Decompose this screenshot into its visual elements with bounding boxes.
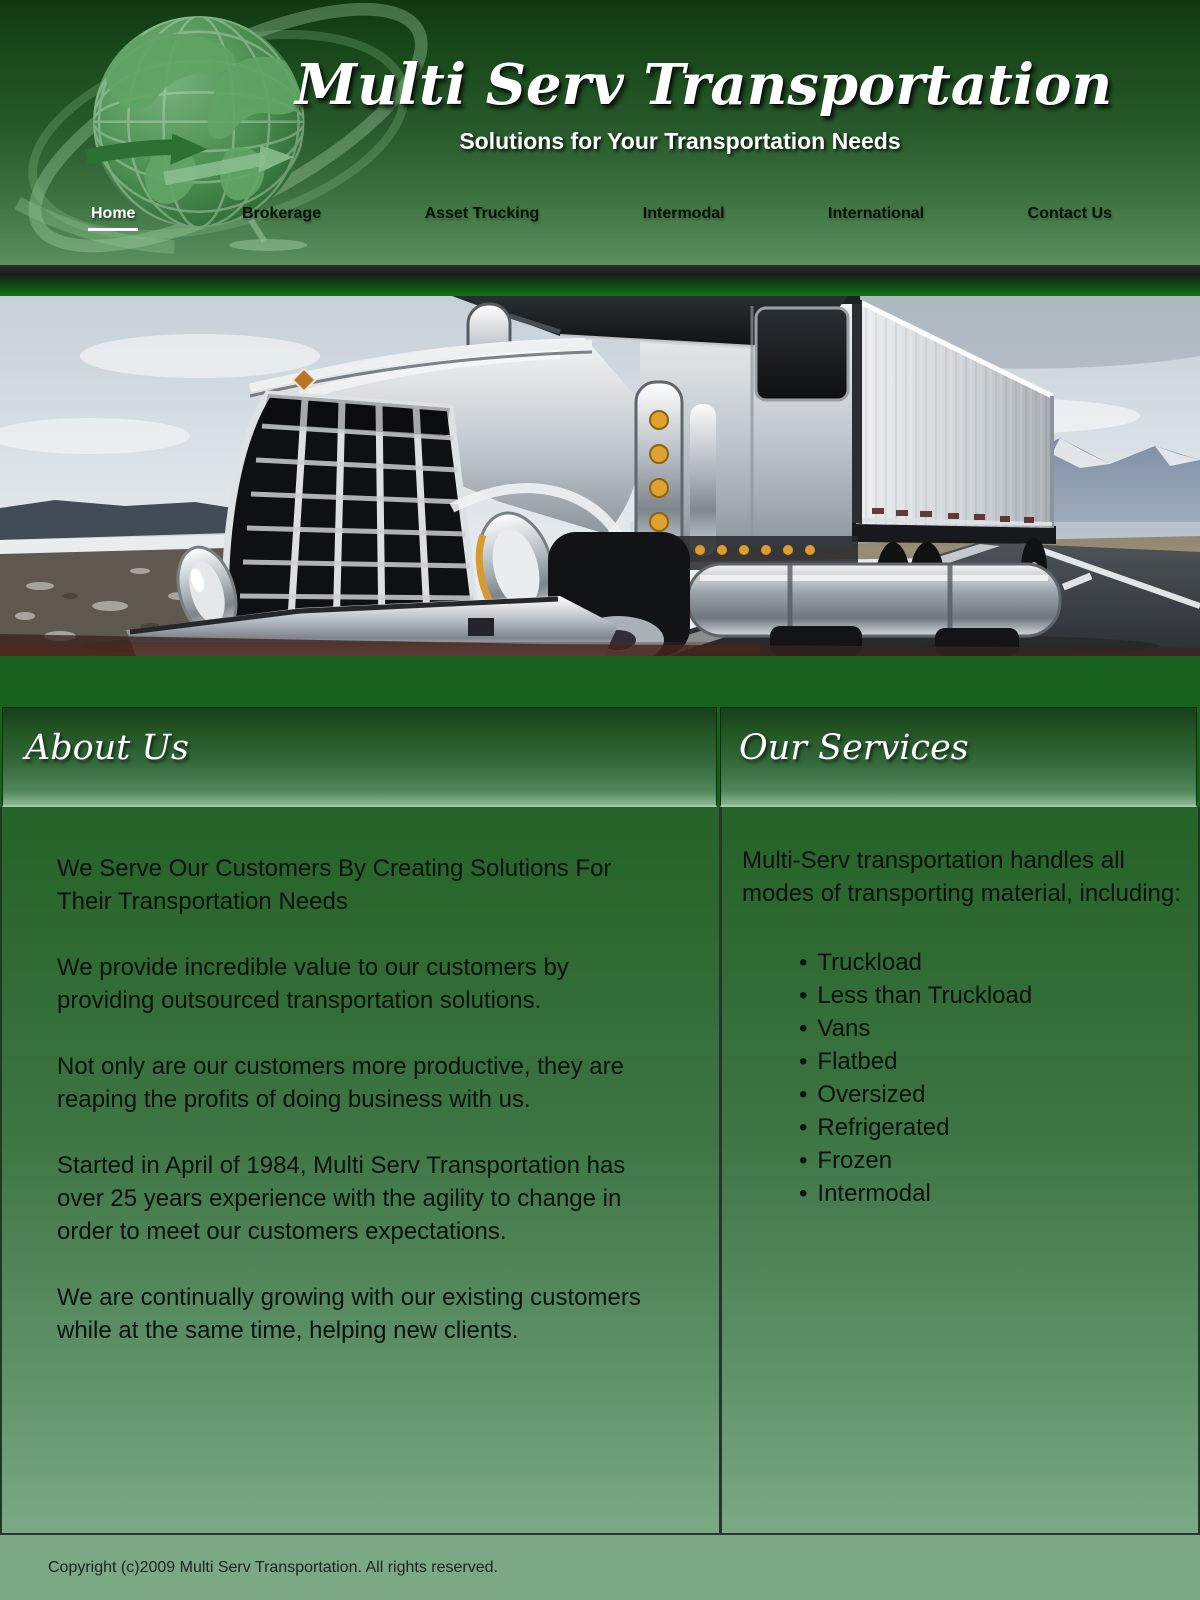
bullet-icon: • (799, 1114, 808, 1141)
bullet-icon: • (799, 949, 808, 976)
about-us-content (2, 807, 719, 1533)
nav-item-intermodal[interactable]: Intermodal (642, 205, 725, 222)
bullet-icon: • (799, 1147, 808, 1174)
our-services-content (722, 807, 1198, 1533)
hero-photo (0, 296, 1200, 656)
section-headers-row (0, 707, 1200, 807)
brand-block (295, 52, 1113, 155)
service-label: Vans (817, 1015, 871, 1042)
list-item (799, 946, 1182, 979)
site-title: Multi Serv Transportation (295, 52, 1113, 118)
bullet-icon: • (799, 982, 808, 1009)
list-item (799, 1012, 1182, 1045)
site-footer (0, 1533, 1200, 1600)
list-item (799, 1045, 1182, 1078)
nav-item-asset-trucking[interactable]: Asset Trucking (424, 205, 540, 222)
our-services-heading: Our Services (739, 728, 969, 768)
our-services-header-panel (720, 707, 1197, 807)
service-label: Flatbed (817, 1048, 898, 1075)
nav-item-home[interactable]: Home (88, 205, 138, 231)
service-label: Refrigerated (817, 1114, 950, 1141)
bullet-icon: • (799, 1015, 808, 1042)
bullet-icon: • (799, 1180, 808, 1207)
list-item (799, 1144, 1182, 1177)
header-divider-strip (0, 265, 1200, 296)
copyright-text: Copyright (c)2009 Multi Serv Transportation. All rights reserved. (48, 1558, 498, 1576)
truck-photo-illustration (0, 296, 1200, 656)
list-item (799, 1177, 1182, 1210)
nav-item-brokerage[interactable]: Brokerage (241, 205, 322, 222)
about-paragraph: We are continually growing with our existing customers while at the same time, helping new clients. (57, 1284, 641, 1344)
service-label: Intermodal (817, 1180, 931, 1207)
services-intro: Multi-Serv transportation handles all modes of transporting material, including: (742, 847, 1181, 907)
list-item (799, 1078, 1182, 1111)
main-nav (88, 205, 1112, 231)
about-paragraph: Started in April of 1984, Multi Serv Transportation has over 25 years experience with the agility to change in order to meet our customers expectations. (57, 1152, 626, 1245)
about-paragraph: We Serve Our Customers By Creating Solutions For Their Transportation Needs (57, 855, 612, 915)
nav-item-contact-us[interactable]: Contact Us (1027, 205, 1112, 222)
list-item (799, 1111, 1182, 1144)
about-paragraph: We provide incredible value to our customers by providing outsourced transportation solutions. (57, 954, 569, 1014)
service-label: Oversized (817, 1081, 926, 1108)
services-list (742, 946, 1182, 1210)
service-label: Less than Truckload (817, 982, 1033, 1009)
list-item (799, 979, 1182, 1012)
bullet-icon: • (799, 1048, 808, 1075)
about-paragraph: Not only are our customers more productive, they are reaping the profits of doing business with us. (57, 1053, 624, 1113)
content-area (0, 807, 1200, 1533)
nav-item-international[interactable]: International (828, 205, 925, 222)
green-band (0, 656, 1200, 707)
about-us-heading: About Us (25, 728, 189, 768)
bullet-icon: • (799, 1081, 808, 1108)
service-label: Frozen (817, 1147, 893, 1174)
service-label: Truckload (817, 949, 922, 976)
site-tagline: Solutions for Your Transportation Needs (459, 128, 901, 154)
site-header (0, 0, 1200, 265)
about-us-header-panel (2, 707, 717, 807)
